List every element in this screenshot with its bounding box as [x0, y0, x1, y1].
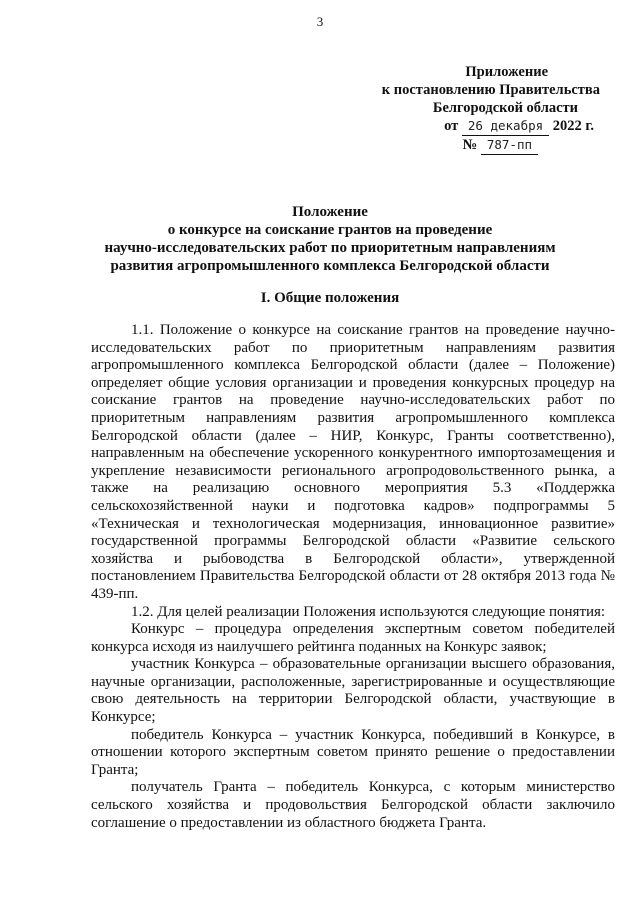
- appendix-number: [360, 136, 600, 155]
- definition-konkurs: Конкурс – процедура определения экспертным советом победителей конкурса исходя из наилучшего рейтинга поданных на Конкурс заявок;: [91, 621, 615, 655]
- number-prefix: №: [462, 137, 478, 153]
- paragraph-1-2: 1.2. Для целей реализации Положения используются следующие понятия:: [131, 603, 606, 620]
- title-line-3: научно-исследовательских работ по приоритетным направлениям: [104, 240, 556, 256]
- paragraph-1-1: 1.1. Положение о конкурсе на соискание грантов на проведение научно-исследовательских работ по приоритетным направлениям развития агропромышленного комплекса Белгородской области (далее – Положение) определяет общие условия организации и проведения конкурсных процедур на соискание грантов на проведение научно-исследовательских работ по приоритетным направлениям развития агропромышленного комплекса Белгородской области (далее – НИР, Конкурс, Гранты соответственно), направленным на обеспечение ускоренного конкурентного импортозамещения и укрепление независимости регионального агропродовольственного рынка, а также на реализацию основного мероприятия 5.3 «Поддержка сельскохозяйственной науки и подготовка кадров» подпрограммы 5 «Техническая и технологическая модернизация, инновационное развитие» государственной программы Белгородской области «Развитие сельского хозяйства и рыбоводства в Белгородской области», утвержденной постановлением Правительства Белгородской области от 28 октября 2013 года № 439-пп.: [91, 322, 615, 602]
- title-line-1: Положение: [292, 204, 368, 220]
- title-line-2: о конкурсе на соискание грантов на проведение: [167, 222, 493, 238]
- appendix-title: Приложение: [465, 64, 548, 80]
- page-number: 3: [316, 14, 324, 29]
- date-suffix: 2022 г.: [552, 118, 594, 134]
- number-value: 787-пп: [481, 136, 538, 155]
- definition-recipient: получатель Гранта – победитель Конкурса, с которым министерство сельского хозяйства и продовольствия Белгородской области заключило соглашение о предоставлении из областного бюджета Гранта.: [91, 779, 615, 831]
- title-line-4: развития агропромышленного комплекса Белгородской области: [110, 258, 550, 274]
- section-heading: I. Общие положения: [260, 290, 400, 306]
- date-prefix: от: [444, 118, 459, 134]
- appendix-block: [360, 63, 600, 155]
- document-body: [91, 322, 615, 832]
- definition-winner: победитель Конкурса – участник Конкурса, победивший в Конкурсе, в отношении которого экспертным советом принято решение о предоставлении Гранта;: [91, 726, 615, 778]
- definition-participant: участник Конкурса – образовательные организации высшего образования, научные организации, расположенные, зарегистрированные и осуществляющие свою деятельность на территории Белгородской области, участвующие в Конкурсе;: [91, 656, 615, 726]
- appendix-resolution: к постановлению Правительства: [381, 82, 600, 98]
- document-title: [40, 203, 620, 275]
- appendix-date: [360, 117, 600, 136]
- date-value: 26 декабря: [462, 117, 549, 136]
- appendix-region: Белгородской области: [432, 100, 578, 116]
